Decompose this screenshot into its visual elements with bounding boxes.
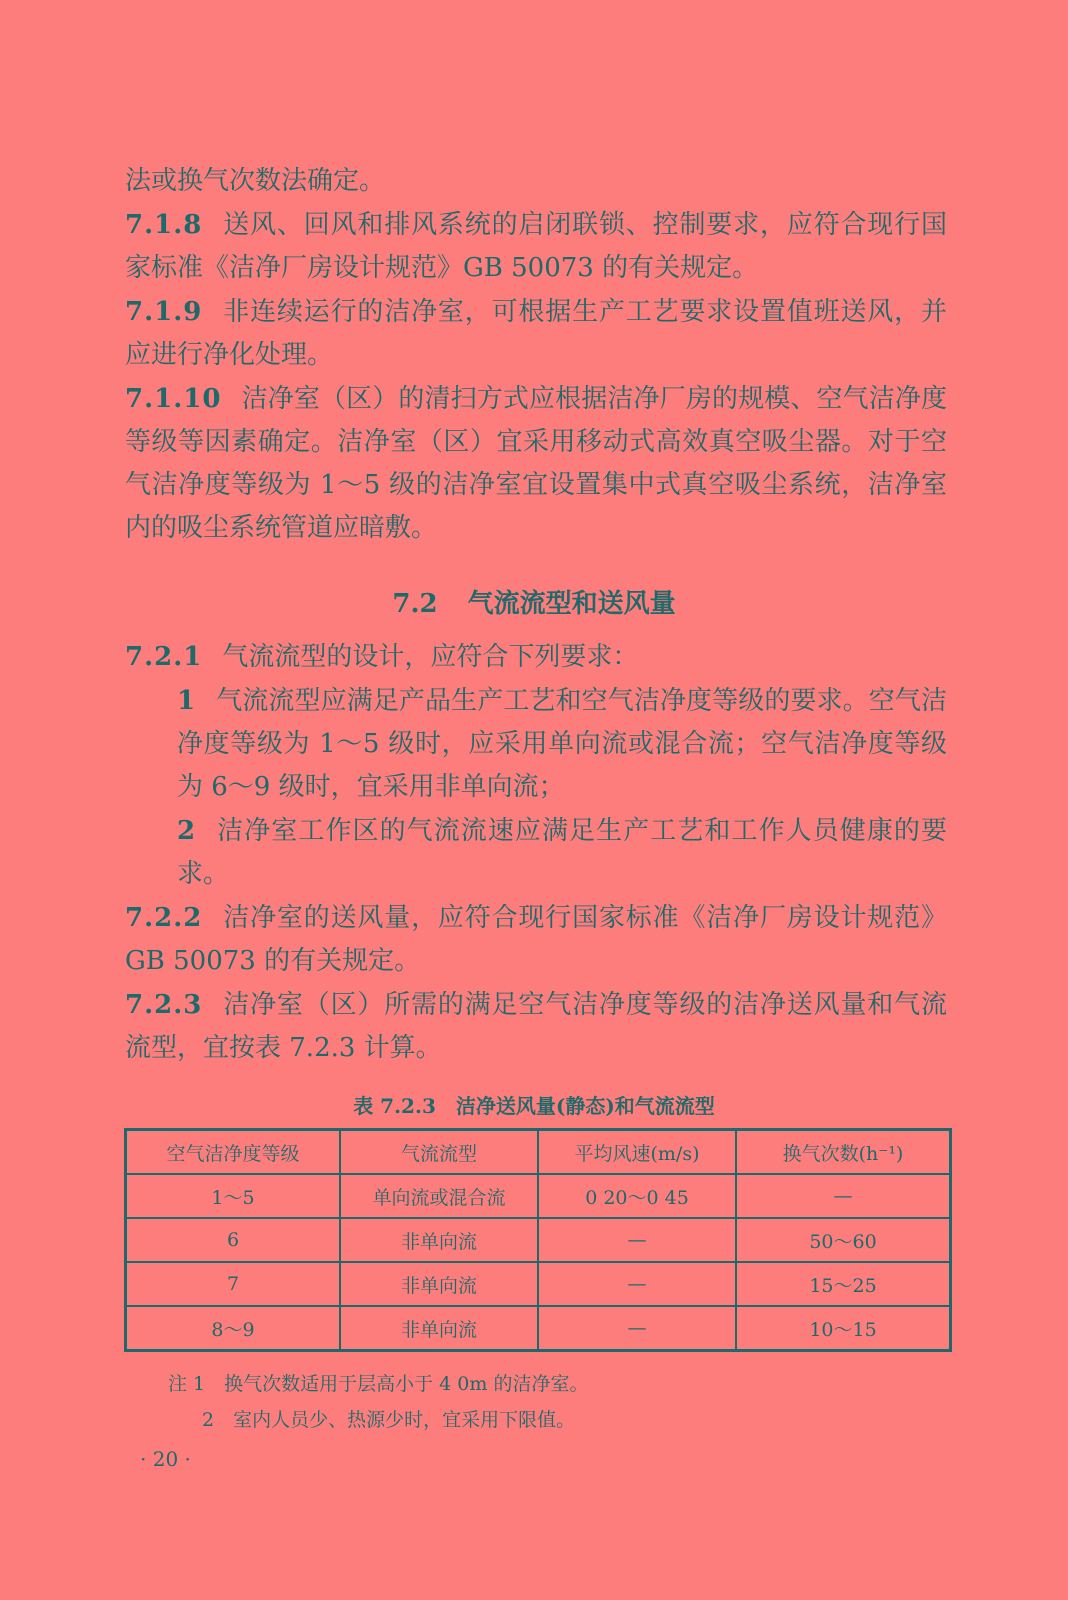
section-heading xyxy=(0,583,1068,620)
clause-7-2-1 xyxy=(125,636,947,679)
clause-number: 7.1.8 xyxy=(125,210,203,240)
clause-text: 洁净室（区）的清扫方式应根据洁净厂房的规模、空气洁净度等级等因素确定。洁净室（区）宜采用移动式高效真空吸尘器。对于空气洁净度等级为 1～5 级的洁净室宜设置集中式真空吸尘系统，洁净室内的吸尘系统管道应暗敷。 xyxy=(125,384,947,543)
item-1 xyxy=(125,680,947,809)
clause-number: 7.2.3 xyxy=(125,990,203,1020)
table-notes xyxy=(168,1366,588,1438)
paragraph-text: 法或换气次数法确定。 xyxy=(125,166,386,196)
table-title: 表 7.2.3 洁净送风量(静态)和气流流型 xyxy=(353,1094,715,1118)
clause-text: 非连续运行的洁净室，可根据生产工艺要求设置值班送风，并应进行净化处理。 xyxy=(125,297,947,370)
airflow-table xyxy=(124,1128,952,1352)
table-row xyxy=(126,1262,951,1306)
clause-7-2-3 xyxy=(125,984,947,1070)
table-cell: — xyxy=(538,1306,736,1351)
table-cell: 7 xyxy=(126,1262,341,1306)
clause-number: 7.2.1 xyxy=(125,642,203,672)
body-text-top xyxy=(125,160,947,551)
table-cell: 非单向流 xyxy=(340,1306,538,1351)
item-text: 洁净室工作区的气流流速应满足生产工艺和工作人员健康的要求。 xyxy=(177,816,947,889)
note-2: 2 室内人员少、热源少时，宜采用下限值。 xyxy=(202,1409,576,1431)
section-number: 7.2 xyxy=(392,589,438,619)
clause-7-1-9 xyxy=(125,291,947,377)
table-cell: 单向流或混合流 xyxy=(340,1174,538,1218)
header-cleanliness-class: 空气洁净度等级 xyxy=(126,1130,341,1175)
table-cell: — xyxy=(736,1174,951,1218)
table-cell: 非单向流 xyxy=(340,1218,538,1262)
clause-7-1-8 xyxy=(125,204,947,290)
item-number: 1 xyxy=(177,686,197,716)
header-air-changes: 换气次数(h⁻¹) xyxy=(736,1130,951,1175)
clause-number: 7.1.9 xyxy=(125,297,203,327)
clause-7-1-10 xyxy=(125,378,947,550)
body-text-section xyxy=(125,636,947,1071)
table-cell: 非单向流 xyxy=(340,1262,538,1306)
table-cell: 0 20～0 45 xyxy=(538,1174,736,1218)
table-cell: 8～9 xyxy=(126,1306,341,1351)
note-1: 注 1 换气次数适用于层高小于 4 0m 的洁净室。 xyxy=(168,1373,589,1395)
table-header-row xyxy=(126,1130,951,1175)
clause-7-2-2 xyxy=(125,897,947,983)
clause-number: 7.1.10 xyxy=(125,384,222,414)
clause-text: 洁净室的送风量，应符合现行国家标准《洁净厂房设计规范》GB 50073 的有关规定。 xyxy=(125,903,947,976)
header-airflow-pattern: 气流流型 xyxy=(340,1130,538,1175)
header-avg-velocity: 平均风速(m/s) xyxy=(538,1130,736,1175)
table-row xyxy=(126,1174,951,1218)
table-cell: 6 xyxy=(126,1218,341,1262)
table-row xyxy=(126,1218,951,1262)
paragraph-continued xyxy=(125,160,947,203)
clause-text: 送风、回风和排风系统的启闭联锁、控制要求，应符合现行国家标准《洁净厂房设计规范》GB 50073 的有关规定。 xyxy=(125,210,947,283)
item-text: 气流流型应满足产品生产工艺和空气洁净度等级的要求。空气洁净度等级为 1～5 级时，应采用单向流或混合流；空气洁净度等级为 6～9 级时，宜采用非单向流； xyxy=(177,686,947,802)
clause-number: 7.2.2 xyxy=(125,903,203,933)
table-row xyxy=(126,1306,951,1351)
table-cell: — xyxy=(538,1218,736,1262)
table-cell: — xyxy=(538,1262,736,1306)
table-cell: 50～60 xyxy=(736,1218,951,1262)
section-title: 气流流型和送风量 xyxy=(467,589,676,619)
table-cell: 1～5 xyxy=(126,1174,341,1218)
item-number: 2 xyxy=(177,816,197,846)
item-2 xyxy=(125,810,947,896)
table-cell: 15～25 xyxy=(736,1262,951,1306)
clause-text: 洁净室（区）所需的满足空气洁净度等级的洁净送风量和气流流型，宜按表 7.2.3 计算。 xyxy=(125,990,947,1063)
table-cell: 10～15 xyxy=(736,1306,951,1351)
page-number: · 20 · xyxy=(140,1447,191,1471)
clause-text: 气流流型的设计，应符合下列要求： xyxy=(222,642,639,672)
